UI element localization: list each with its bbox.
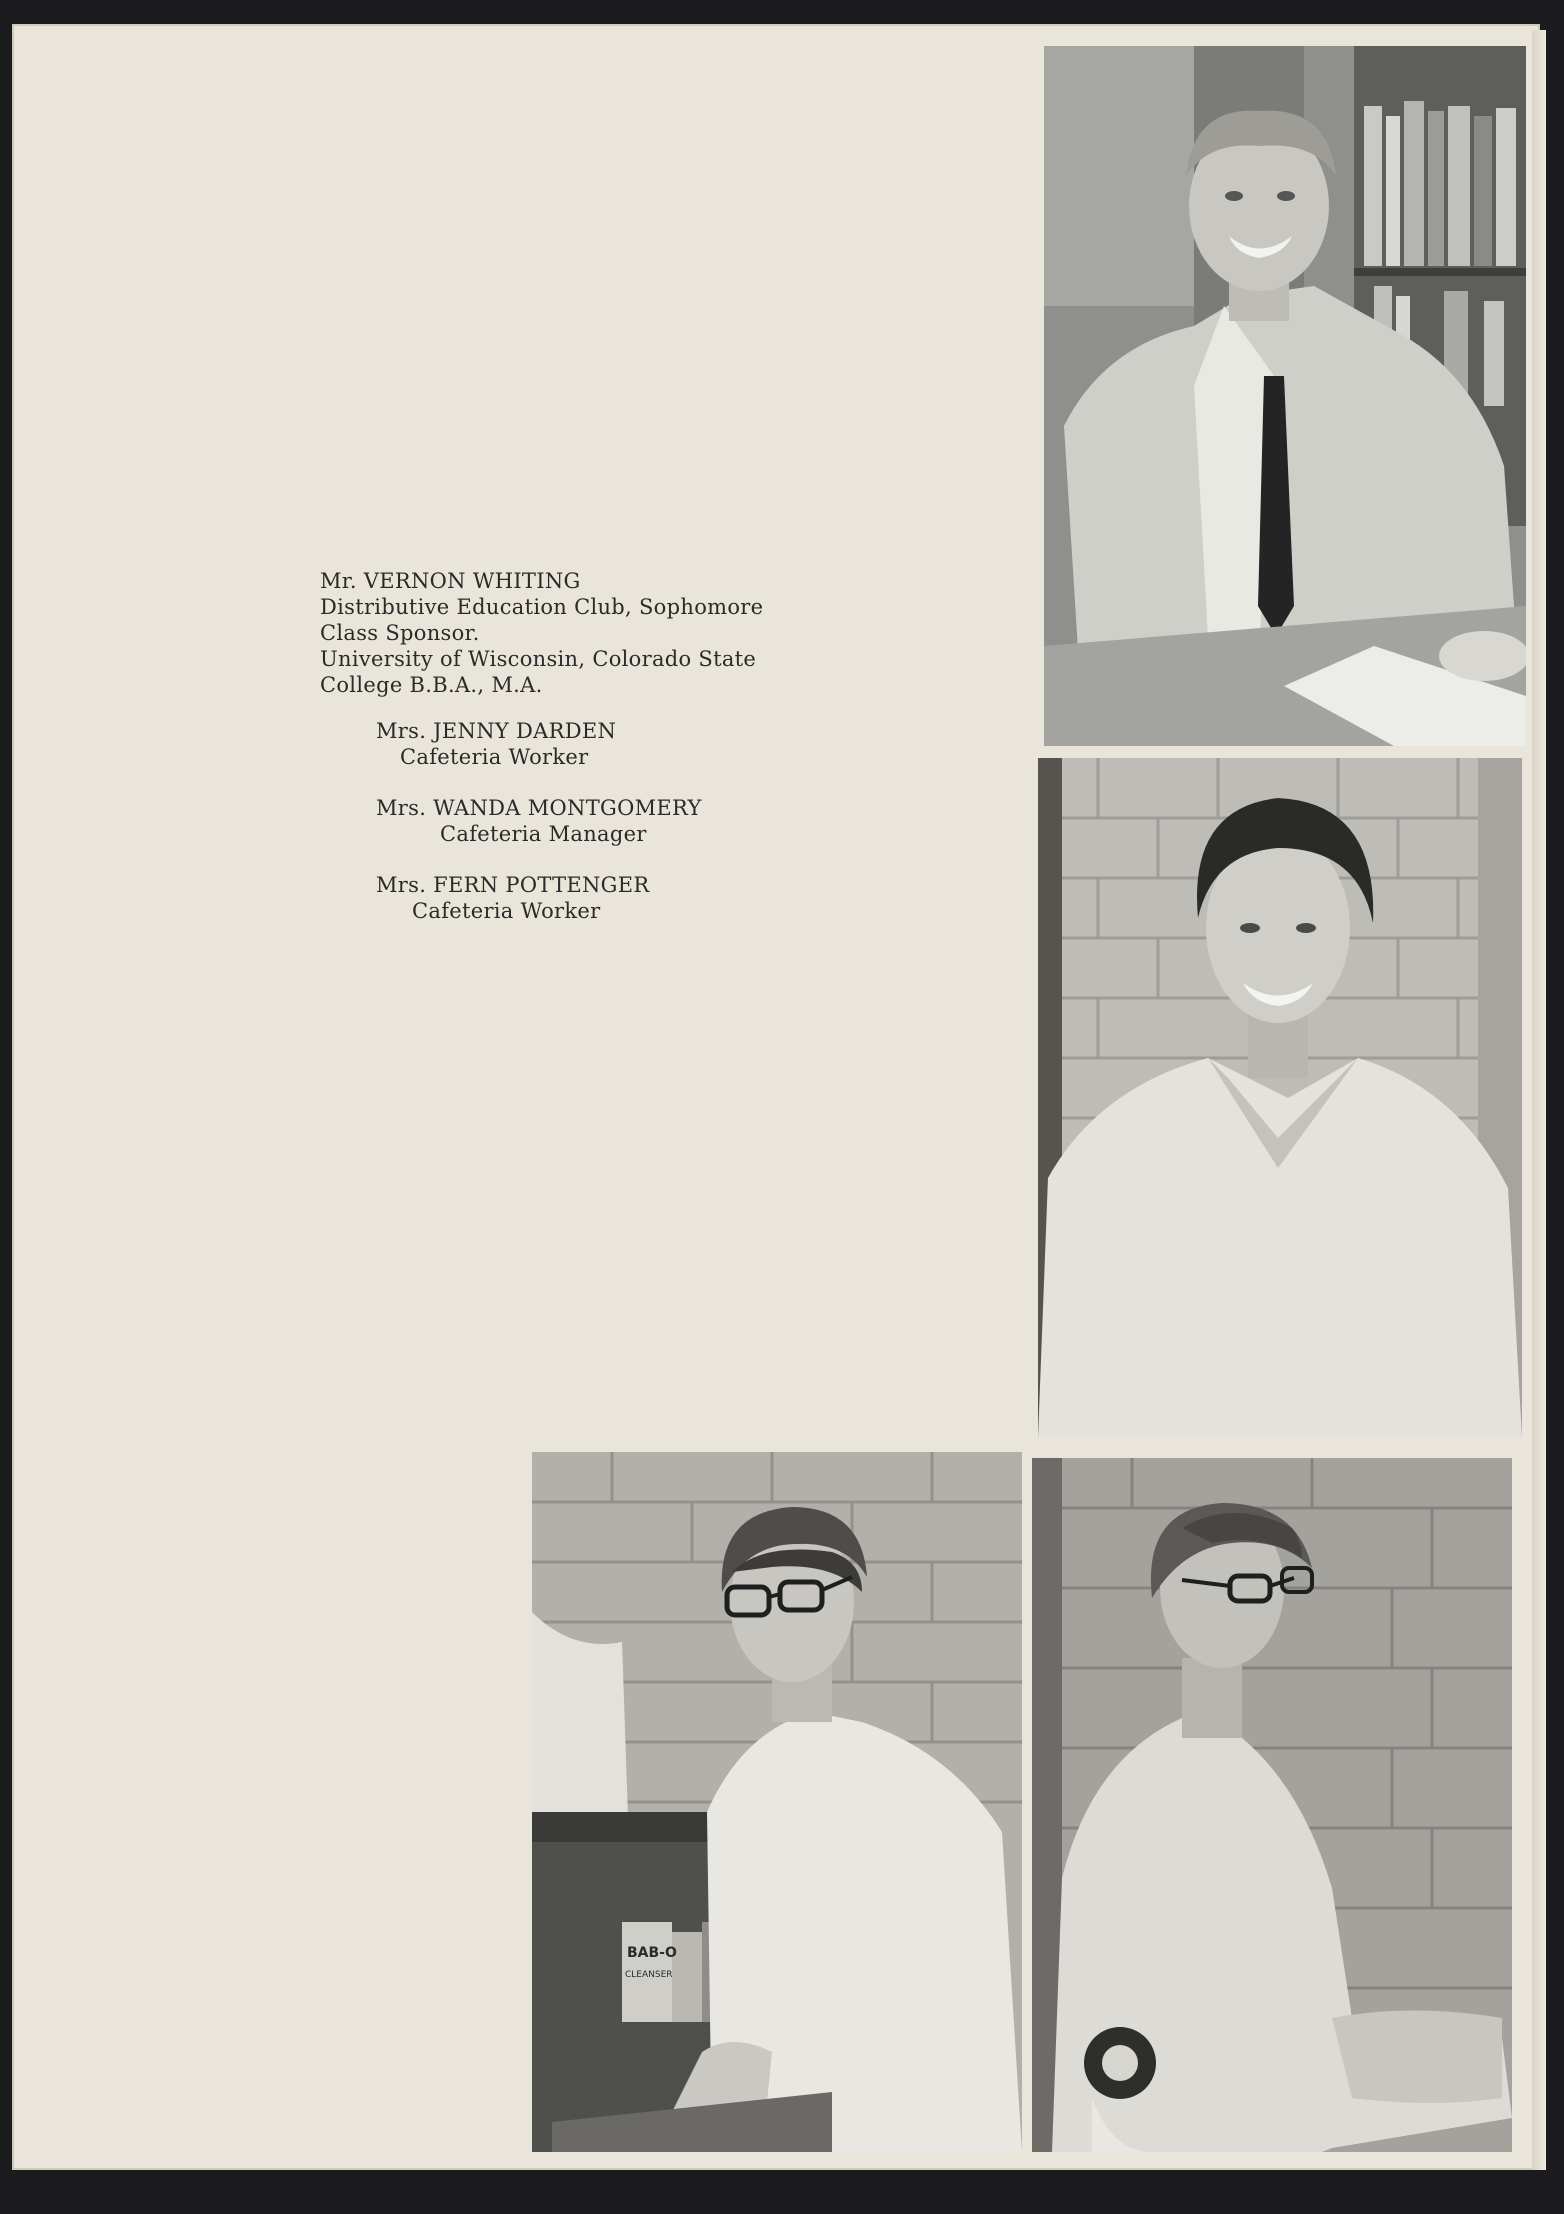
- caption-pottenger-name: Mrs. FERN POTTENGER: [376, 873, 650, 897]
- caption-darden-name: Mrs. JENNY DARDEN: [376, 719, 617, 743]
- photo-wanda-montgomery: [532, 1452, 1022, 2152]
- caption-whiting-name: Mr. VERNON WHITING: [320, 569, 581, 593]
- caption-whiting-line4: College B.B.A., M.A.: [320, 673, 543, 697]
- caption-montgomery-role: Cafeteria Manager: [440, 822, 647, 846]
- caption-pottenger: [376, 872, 650, 924]
- cleanser-can-label-top: BAB-O: [627, 1945, 677, 1961]
- caption-whiting-line3: University of Wisconsin, Colorado State: [320, 647, 757, 671]
- caption-whiting-line2: Class Sponsor.: [320, 621, 480, 645]
- photo-vernon-whiting: [1044, 46, 1526, 746]
- photo-fern-pottenger: [1032, 1458, 1512, 2152]
- caption-darden-role: Cafeteria Worker: [400, 745, 589, 769]
- cleanser-can-label-bottom: CLEANSER: [625, 1970, 673, 1980]
- caption-pottenger-role: Cafeteria Worker: [412, 899, 601, 923]
- page-edge: [1532, 30, 1546, 2170]
- caption-whiting-line1: Distributive Education Club, Sophomore: [320, 595, 764, 619]
- photo-jenny-darden: [1038, 758, 1522, 1438]
- caption-whiting: [320, 568, 763, 698]
- caption-montgomery-name: Mrs. WANDA MONTGOMERY: [376, 796, 702, 820]
- caption-darden: [376, 718, 616, 770]
- caption-montgomery: [376, 795, 702, 847]
